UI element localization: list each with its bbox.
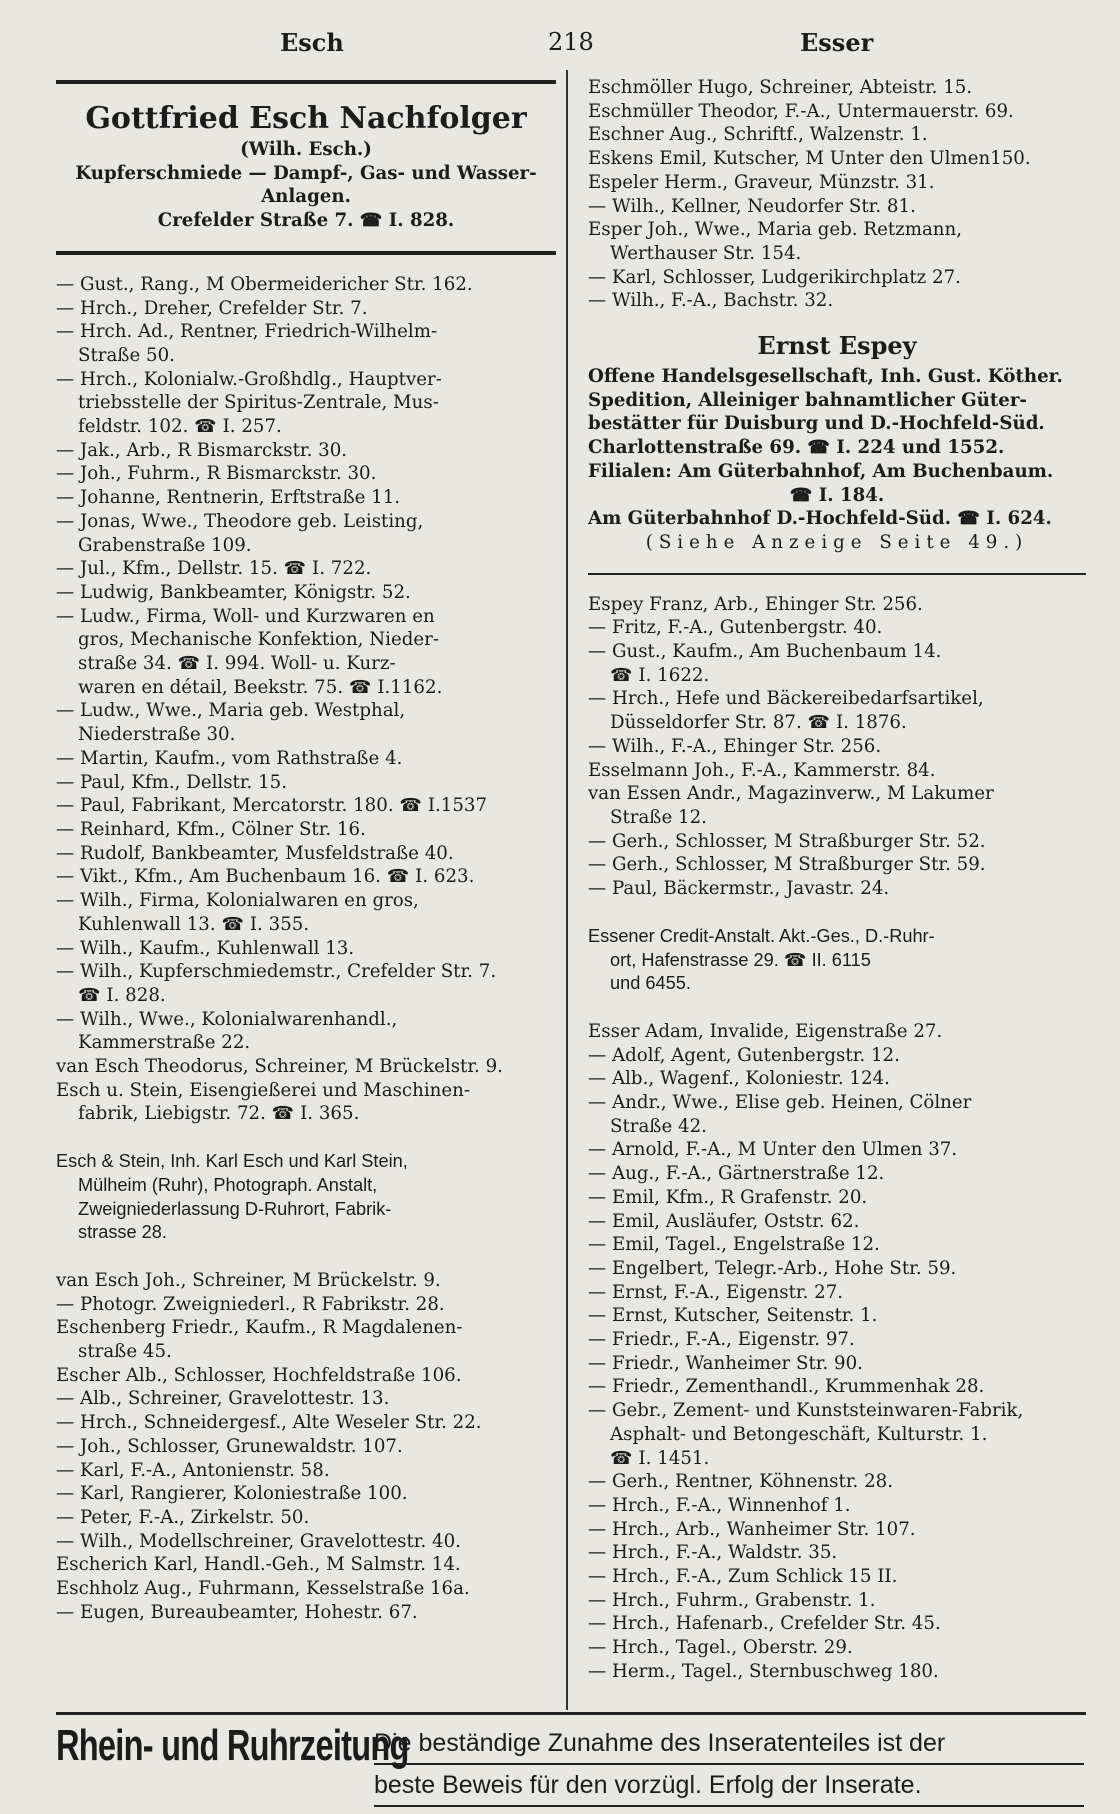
espey-box-title: Ernst Espey [757,331,917,361]
list-item: — Paul, Fabrikant, Mercatorstr. 180. ☎ I.1537 [56,795,488,817]
list-item: — Fritz, F.-A., Gutenbergstr. 40. [588,617,883,639]
list-item: — Photogr. Zweigniederl., R Fabrikstr. 28. [56,1293,445,1315]
advertisement-line: Die beständige Zunahme des Inseratenteiles ist der [374,1723,1084,1765]
list-item: — Gerh., Rentner, Köhnenstr. 28. [588,1471,894,1493]
list-item: — Ernst, F.-A., Eigenstr. 27. [588,1281,844,1303]
newspaper-logo: Rhein- und Ruhrzeitung [56,1721,409,1770]
column-divider [566,70,568,1710]
list-item: — Hrch., Dreher, Crefelder Str. 7. [56,297,368,319]
list-item: — Martin, Kaufm., vom Rathstraße 4. [56,747,403,769]
list-item: — Rudolf, Bankbeamter, Musfeldstraße 40. [56,842,454,864]
list-item: — Ludw., Wwe., Maria geb. Westphal, [56,700,406,722]
list-item: Eschholz Aug., Fuhrmann, Kesselstraße 16a. [56,1578,470,1600]
list-item: fabrik, Liebigstr. 72. ☎ I. 365. [78,1103,360,1125]
list-item: — Hrch. Ad., Rentner, Friedrich-Wilhelm- [56,321,438,343]
entries-list-b [56,1269,556,1625]
list-item: — Alb., Wagenf., Koloniestr. 124. [588,1068,890,1090]
list-item: — Karl, F.-A., Antonienstr. 58. [56,1459,330,1481]
list-item: Esper Joh., Wwe., Maria geb. Retzmann, [588,219,963,241]
espey-box-line: Am Güterbahnhof D.-Hochfeld-Süd. ☎ I. 624. [588,508,1052,530]
list-item: Essener Credit-Anstalt. Akt.-Ges., D.-Ruhr- [588,925,935,946]
list-item: — Hrch., Fuhrm., Grabenstr. 1. [588,1589,876,1611]
list-item: Eschner Aug., Schriftf., Walzenstr. 1. [588,124,928,146]
list-item: — Hrch., Tagel., Oberstr. 29. [588,1637,853,1659]
list-item: — Jonas, Wwe., Theodore geb. Leisting, [56,510,424,532]
list-item: — Aug., F.-A., Gärtnerstraße 12. [588,1163,885,1185]
essener-credit-notice [588,925,1086,996]
list-item: Mülheim (Ruhr), Photograph. Anstalt, [78,1174,378,1195]
entries-list-c [588,76,1086,313]
list-item: — Gerh., Schlosser, M Straßburger Str. 52. [588,830,986,852]
list-item: — Hrch., F.-A., Waldstr. 35. [588,1542,838,1564]
list-item: — Gust., Kaufm., Am Buchenbaum 14. [588,641,942,663]
list-item: Kammerstraße 22. [78,1032,251,1054]
entries-list-a [56,273,556,1126]
list-item: — Arnold, F.-A., M Unter den Ulmen 37. [588,1139,958,1161]
running-head-right: Esser [800,28,874,57]
list-item: — Eugen, Bureaubeamter, Hohestr. 67. [56,1601,418,1623]
list-item: — Vikt., Kfm., Am Buchenbaum 16. ☎ I. 623. [56,866,475,888]
list-item: triebsstelle der Spiritus-Zentrale, Mus- [78,392,439,414]
list-item: Straße 50. [78,344,175,366]
list-item: Grabenstraße 109. [78,534,252,556]
list-item: — Jak., Arb., R Bismarckstr. 30. [56,439,348,461]
list-item: — Emil, Ausläufer, Oststr. 62. [588,1210,860,1232]
espey-box-rule [588,573,1086,575]
list-item: ☎ I. 1622. [610,664,710,686]
list-item: — Hrch., Hefe und Bäckereibedarfsartikel, [588,688,984,710]
espey-box-line: ☎ I. 184. [789,484,885,506]
list-item: — Gebr., Zement- und Kunststeinwaren-Fabrik, [588,1400,1024,1422]
ad-box-line: Kupferschmiede — Dampf-, Gas- und Wasser- [75,162,537,184]
list-item: — Herm., Tagel., Sternbuschweg 180. [588,1660,939,1682]
list-item: Düsseldorfer Str. 87. ☎ I. 1876. [610,712,907,734]
list-item: straße 45. [78,1341,172,1363]
list-item: — Ludwig, Bankbeamter, Königstr. 52. [56,581,411,603]
list-item: van Essen Andr., Magazinverw., M Lakumer [588,783,994,805]
list-item: Werthauser Str. 154. [610,242,802,264]
list-item: — Friedr., Zementhandl., Krummenhak 28. [588,1376,985,1398]
list-item: — Wilh., Kaufm., Kuhlenwall 13. [56,937,355,959]
list-item: — Hrch., Hafenarb., Crefelder Str. 45. [588,1613,941,1635]
list-item: — Wilh., Modellschreiner, Gravelottestr. 40. [56,1530,461,1552]
list-item: Eskens Emil, Kutscher, M Unter den Ulmen150. [588,148,1031,170]
list-item: — Wilh., Kellner, Neudorfer Str. 81. [588,195,916,217]
list-item: — Paul, Bäckermstr., Javastr. 24. [588,878,890,900]
list-item: ort, Hafenstrasse 29. ☎ II. 6115 [610,949,871,970]
list-item: — Paul, Kfm., Dellstr. 15. [56,771,288,793]
list-item: gros, Mechanische Konfektion, Nieder- [78,629,439,651]
list-item: — Joh., Schlosser, Grunewaldstr. 107. [56,1435,403,1457]
list-item: — Jul., Kfm., Dellstr. 15. ☎ I. 722. [56,558,372,580]
list-item: Niederstraße 30. [78,724,236,746]
ad-box-line: Anlagen. [261,186,351,208]
list-item: — Hrch., F.-A., Zum Schlick 15 II. [588,1566,898,1588]
list-item: strasse 28. [78,1222,167,1243]
list-item: — Wilh., F.-A., Bachstr. 32. [588,290,834,312]
page-number: 218 [548,28,594,56]
espey-box-line: Filialen: Am Güterbahnhof, Am Buchenbaum. [588,460,1054,482]
ad-box-title: Gottfried Esch Nachfolger [85,101,527,136]
ad-box-bottom-rule [56,251,556,255]
list-item: feldstr. 102. ☎ I. 257. [78,416,282,438]
ad-box-line: (Wilh. Esch.) [240,139,372,160]
list-item: — Johanne, Rentnerin, Erftstraße 11. [56,487,401,509]
list-item: ☎ I. 1451. [610,1447,710,1469]
list-item: — Andr., Wwe., Elise geb. Heinen, Cölner [588,1092,972,1114]
entries-list-d [588,593,1086,901]
list-item: — Alb., Schreiner, Gravelottestr. 13. [56,1388,390,1410]
list-item: Esser Adam, Invalide, Eigenstraße 27. [588,1020,943,1042]
list-item: — Joh., Fuhrm., R Bismarckstr. 30. [56,463,377,485]
list-item: — Wilh., Firma, Kolonialwaren en gros, [56,890,419,912]
entries-list-e [588,1020,1086,1684]
list-item: — Gerh., Schlosser, M Straßburger Str. 59. [588,854,986,876]
list-item: — Hrch., F.-A., Winnenhof 1. [588,1494,851,1516]
list-item: — Engelbert, Telegr.-Arb., Hohe Str. 59. [588,1257,957,1279]
ad-box-line: Crefelder Straße 7. ☎ I. 828. [157,210,455,232]
list-item: Zweigniederlassung D-Ruhrort, Fabrik- [78,1198,392,1219]
list-item: Kuhlenwall 13. ☎ I. 355. [78,913,310,935]
list-item: — Wilh., Wwe., Kolonialwarenhandl., [56,1008,398,1030]
right-column [588,76,1086,1684]
left-column [56,76,556,1624]
list-item: Espey Franz, Arb., Ehinger Str. 256. [588,593,923,615]
espey-box-line: Offene Handelsgesellschaft, Inh. Gust. Köther. [588,366,1063,388]
list-item: ☎ I. 828. [78,984,166,1006]
list-item: — Gust., Rang., M Obermeidericher Str. 162. [56,273,473,295]
list-item: — Friedr., F.-A., Eigenstr. 97. [588,1329,855,1351]
list-item: — Karl, Rangierer, Koloniestraße 100. [56,1483,408,1505]
list-item: Esch & Stein, Inh. Karl Esch und Karl Stein, [56,1151,408,1172]
list-item: Escher Alb., Schlosser, Hochfeldstraße 106. [56,1364,462,1386]
list-item: — Ernst, Kutscher, Seitenstr. 1. [588,1305,878,1327]
list-item: — Wilh., Kupferschmiedemstr., Crefelder Str. 7. [56,961,497,983]
espey-box-line: Spedition, Alleiniger bahnamtlicher Güter- [588,389,1027,411]
list-item: — Emil, Kfm., R Grafenstr. 20. [588,1186,868,1208]
list-item: van Esch Joh., Schreiner, M Brückelstr. 9. [56,1269,441,1291]
list-item: — Wilh., F.-A., Ehinger Str. 256. [588,735,882,757]
list-item: — Reinhard, Kfm., Cölner Str. 16. [56,818,366,840]
list-item: — Peter, F.-A., Zirkelstr. 50. [56,1506,310,1528]
list-item: Esselmann Joh., F.-A., Kammerstr. 84. [588,759,936,781]
espey-box-line: bestätter für Duisburg und D.-Hochfeld-Süd. [588,413,1045,435]
list-item: — Hrch., Schneidergesf., Alte Weseler Str. 22. [56,1412,482,1434]
list-item: — Friedr., Wanheimer Str. 90. [588,1352,863,1374]
list-item: waren en détail, Beekstr. 75. ☎ I.1162. [78,676,443,698]
list-item: Eschenberg Friedr., Kaufm., R Magdalenen- [56,1317,463,1339]
ad-box-top-rule [56,80,556,84]
list-item: — Hrch., Arb., Wanheimer Str. 107. [588,1518,916,1540]
list-item: Espeler Herm., Graveur, Münzstr. 31. [588,171,935,193]
list-item: — Adolf, Agent, Gutenbergstr. 12. [588,1044,900,1066]
list-item: und 6455. [610,973,691,994]
advertisement-line: beste Beweis für den vorzügl. Erfolg der Inserate. [374,1765,1084,1807]
list-item: Escherich Karl, Handl.-Geh., M Salmstr. 14. [56,1554,461,1576]
list-item: — Karl, Schlosser, Ludgerikirchplatz 27. [588,266,961,288]
list-item: — Ludw., Firma, Woll- und Kurzwaren en [56,605,435,627]
list-item: Eschmöller Hugo, Schreiner, Abteistr. 15. [588,77,973,98]
newspaper-advertisement [56,1712,1086,1803]
list-item: Straße 42. [610,1115,707,1137]
esch-stein-notice [56,1150,556,1245]
espey-box-line: Charlottenstraße 69. ☎ I. 224 und 1552. [588,437,1005,459]
espey-box-line: (Siehe Anzeige Seite 49.) [645,531,1029,553]
advertisement-text [374,1723,1084,1807]
list-item: — Hrch., Kolonialw.-Großhdlg., Hauptver- [56,368,442,390]
running-head-left: Esch [280,28,344,57]
list-item: Eschmüller Theodor, F.-A., Untermauerstr. 69. [588,100,1014,122]
list-item: van Esch Theodorus, Schreiner, M Brückelstr. 9. [56,1056,503,1078]
list-item: straße 34. ☎ I. 994. Woll- u. Kurz- [78,653,396,675]
list-item: Asphalt- und Betongeschäft, Kulturstr. 1. [610,1423,988,1445]
list-item: Esch u. Stein, Eisengießerei und Maschinen- [56,1079,470,1101]
list-item: — Emil, Tagel., Engelstraße 12. [588,1234,880,1256]
list-item: Straße 12. [610,806,707,828]
